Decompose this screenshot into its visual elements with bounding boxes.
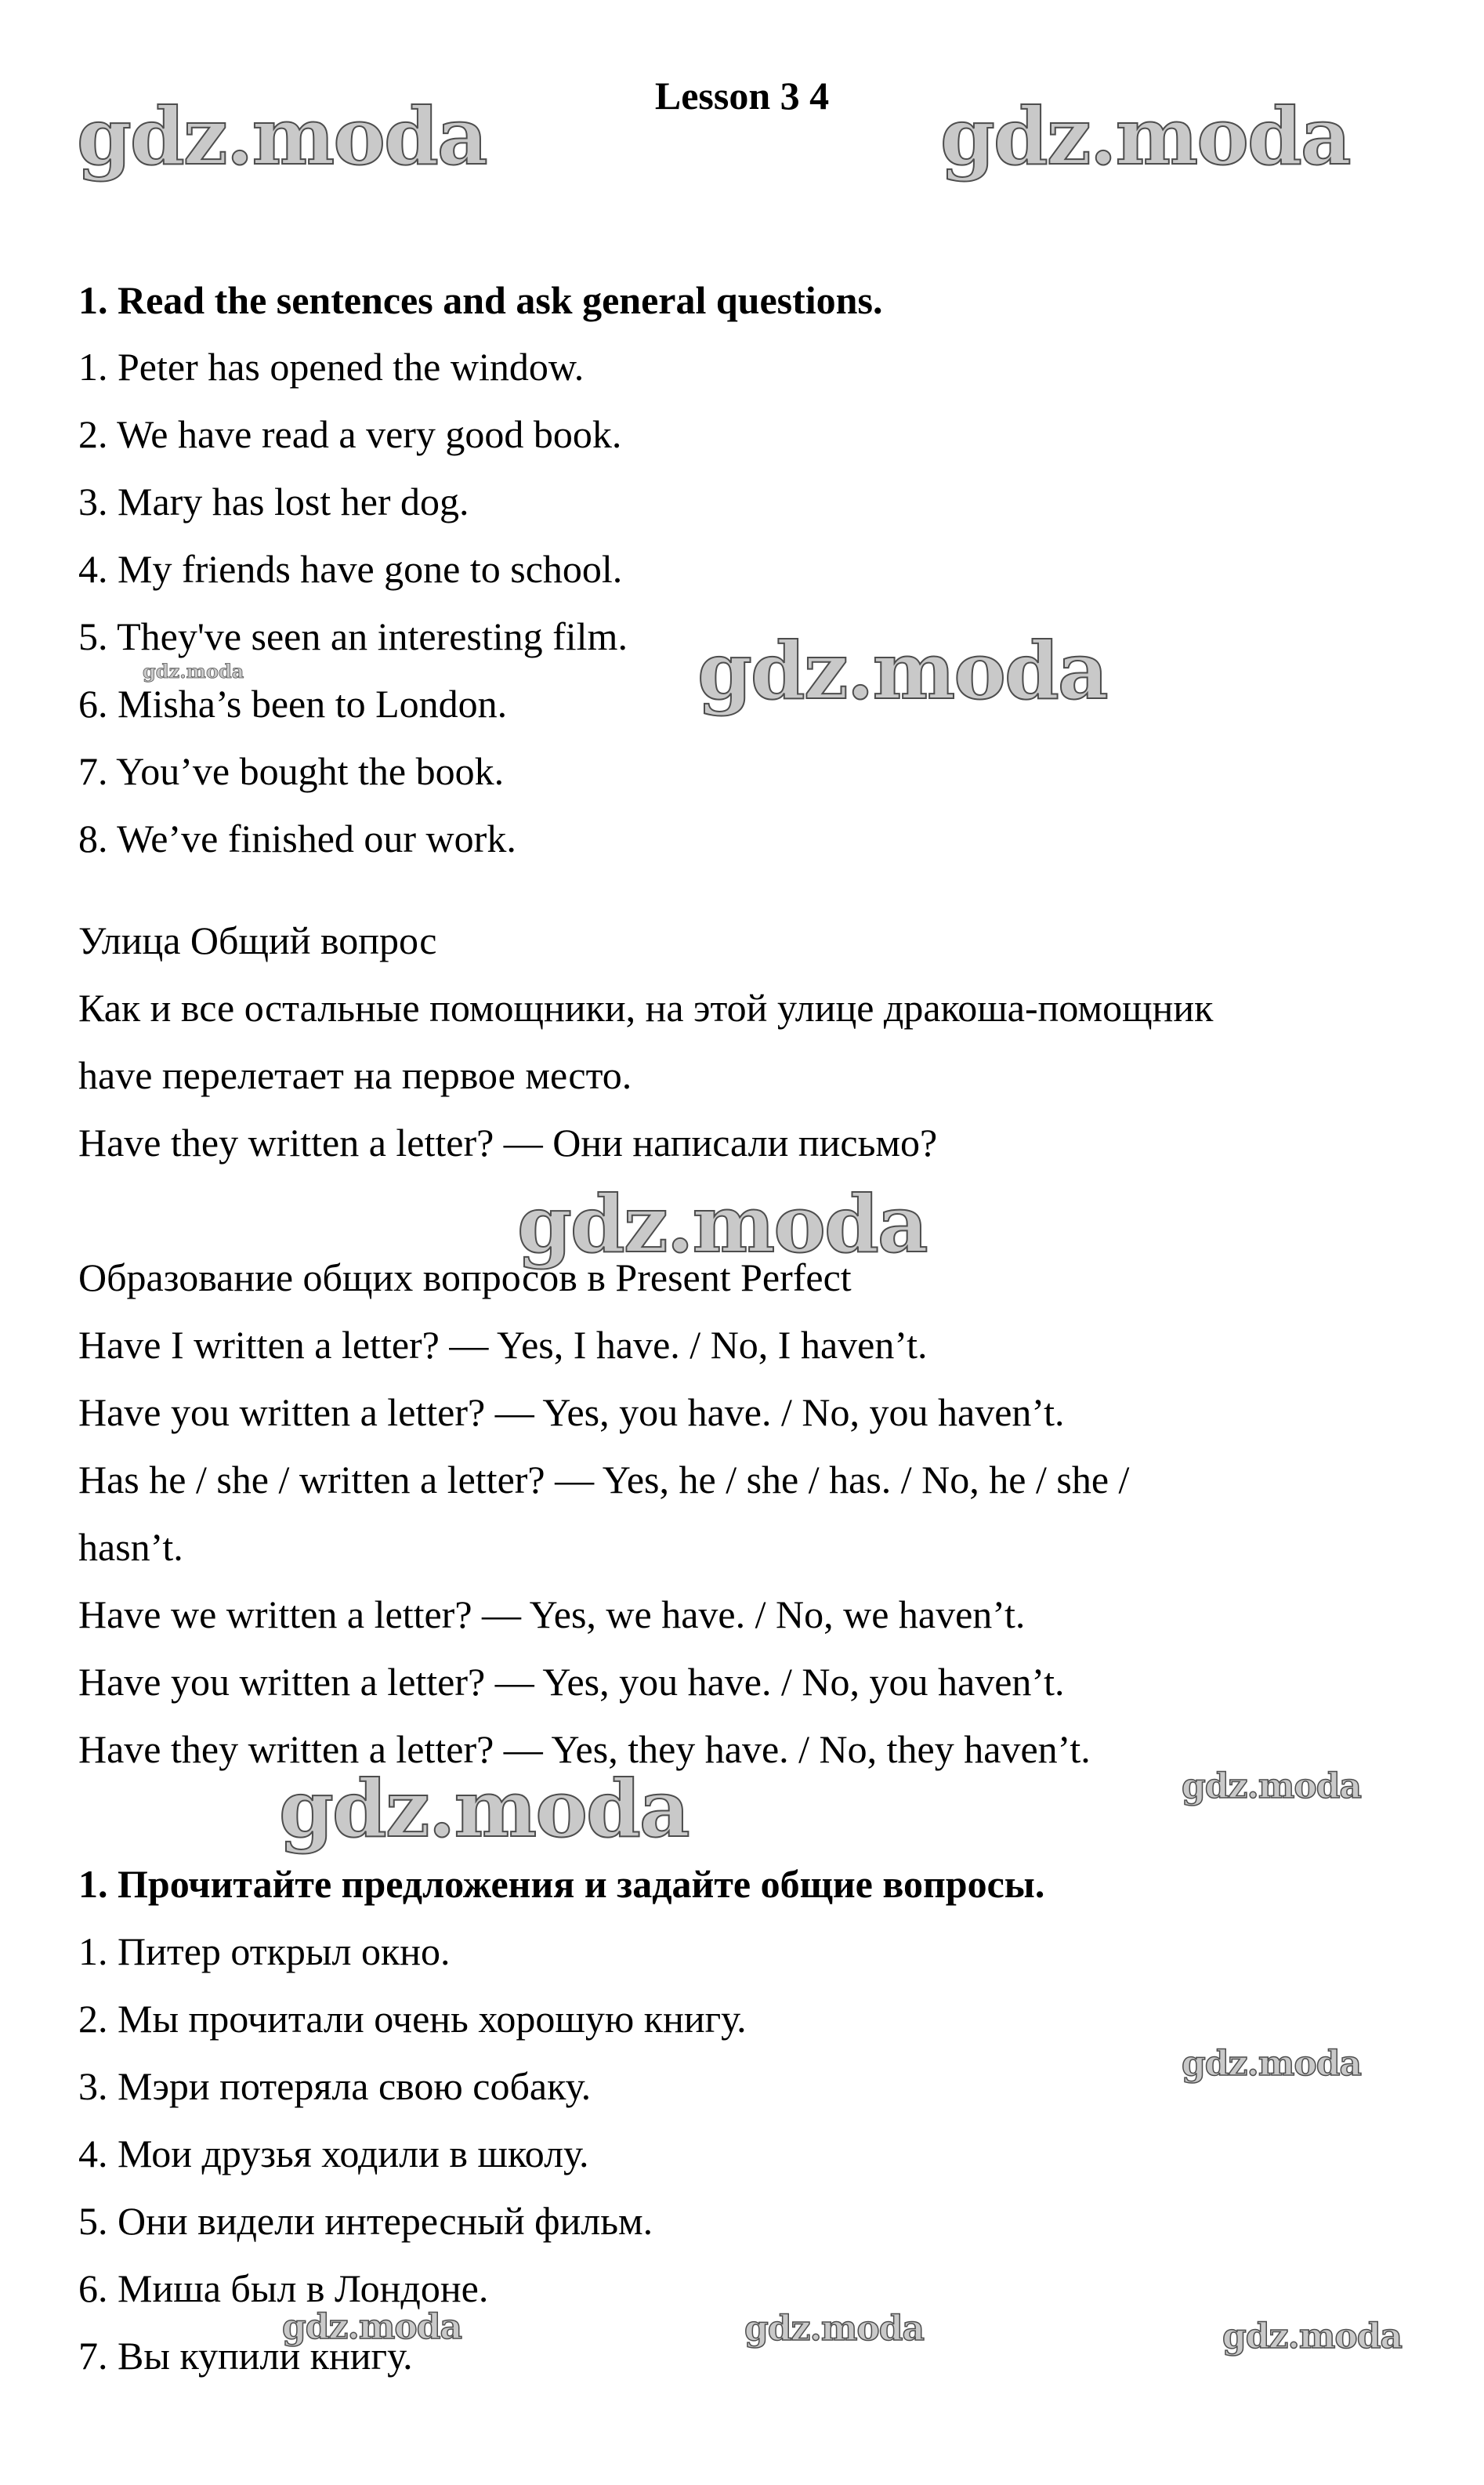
form-line: hasn’t.: [78, 1525, 183, 1569]
watermark: gdz.moda: [1182, 2044, 1362, 2084]
watermark: gdz.moda: [1222, 2317, 1403, 2356]
list-item: 7. You’ve bought the book.: [78, 749, 505, 793]
explanation-text: have перелетает на первое место.: [78, 1053, 632, 1097]
list-item: 4. My friends have gone to school.: [78, 547, 623, 591]
form-line: Have I written a letter? — Yes, I have. / No, I haven’t.: [78, 1323, 928, 1367]
task-heading-ru: 1. Прочитайте предложения и задайте общие вопросы.: [78, 1862, 1045, 1906]
example-text: Have they written a letter? — Они написали письмо?: [78, 1121, 938, 1165]
list-item: 3. Mary has lost her dog.: [78, 480, 469, 523]
form-line: Has he / she / written a letter? — Yes, he / she / has. / No, he / she /: [78, 1458, 1130, 1502]
form-line: Have you written a letter? — Yes, you have. / No, you haven’t.: [78, 1390, 1065, 1434]
explanation-text: Как и все остальные помощники, на этой улице дракоша-помощник: [78, 986, 1214, 1030]
list-item: 5. They've seen an interesting film.: [78, 614, 628, 658]
watermark: gdz.moda: [940, 90, 1350, 183]
task-heading-en: 1. Read the sentences and ask general questions.: [78, 278, 883, 322]
list-item: 8. We’ve finished our work.: [78, 817, 516, 860]
list-item: 1. Peter has opened the window.: [78, 345, 585, 389]
list-item: 6. Миша был в Лондоне.: [78, 2266, 489, 2310]
form-line: Have we written a letter? — Yes, we have. / No, we haven’t.: [78, 1592, 1026, 1636]
form-line: Have you written a letter? — Yes, you have. / No, you haven’t.: [78, 1660, 1065, 1704]
list-item: 1. Питер открыл окно.: [78, 1929, 451, 1973]
formation-title: Образование общих вопросов в Present Perfect: [78, 1255, 852, 1299]
watermark: gdz.moda: [282, 2307, 462, 2347]
form-line: Have they written a letter? — Yes, they have. / No, they haven’t.: [78, 1727, 1091, 1771]
list-item: 2. We have read a very good book.: [78, 412, 622, 456]
list-item: 5. Они видели интересный фильм.: [78, 2199, 653, 2243]
list-item: 2. Мы прочитали очень хорошую книгу.: [78, 1997, 747, 2041]
watermark: gdz.moda: [77, 90, 487, 183]
watermark: gdz.moda: [744, 2309, 925, 2349]
list-item: 6. Misha’s been to London.: [78, 682, 508, 726]
lesson-title: Lesson 3 4: [654, 74, 830, 118]
watermark: gdz.moda: [279, 1762, 689, 1855]
watermark: gdz.moda: [1182, 1766, 1362, 1806]
watermark: gdz.moda: [517, 1178, 927, 1270]
list-item: 4. Мои друзья ходили в школу.: [78, 2132, 589, 2175]
list-item: 3. Мэри потеряла свою собаку.: [78, 2064, 592, 2108]
watermark: gdz.moda: [697, 625, 1107, 717]
watermark: gdz.moda: [143, 660, 244, 683]
street-title: Улица Общий вопрос: [78, 918, 437, 962]
list-item: 7. Вы купили книгу.: [78, 2334, 413, 2378]
